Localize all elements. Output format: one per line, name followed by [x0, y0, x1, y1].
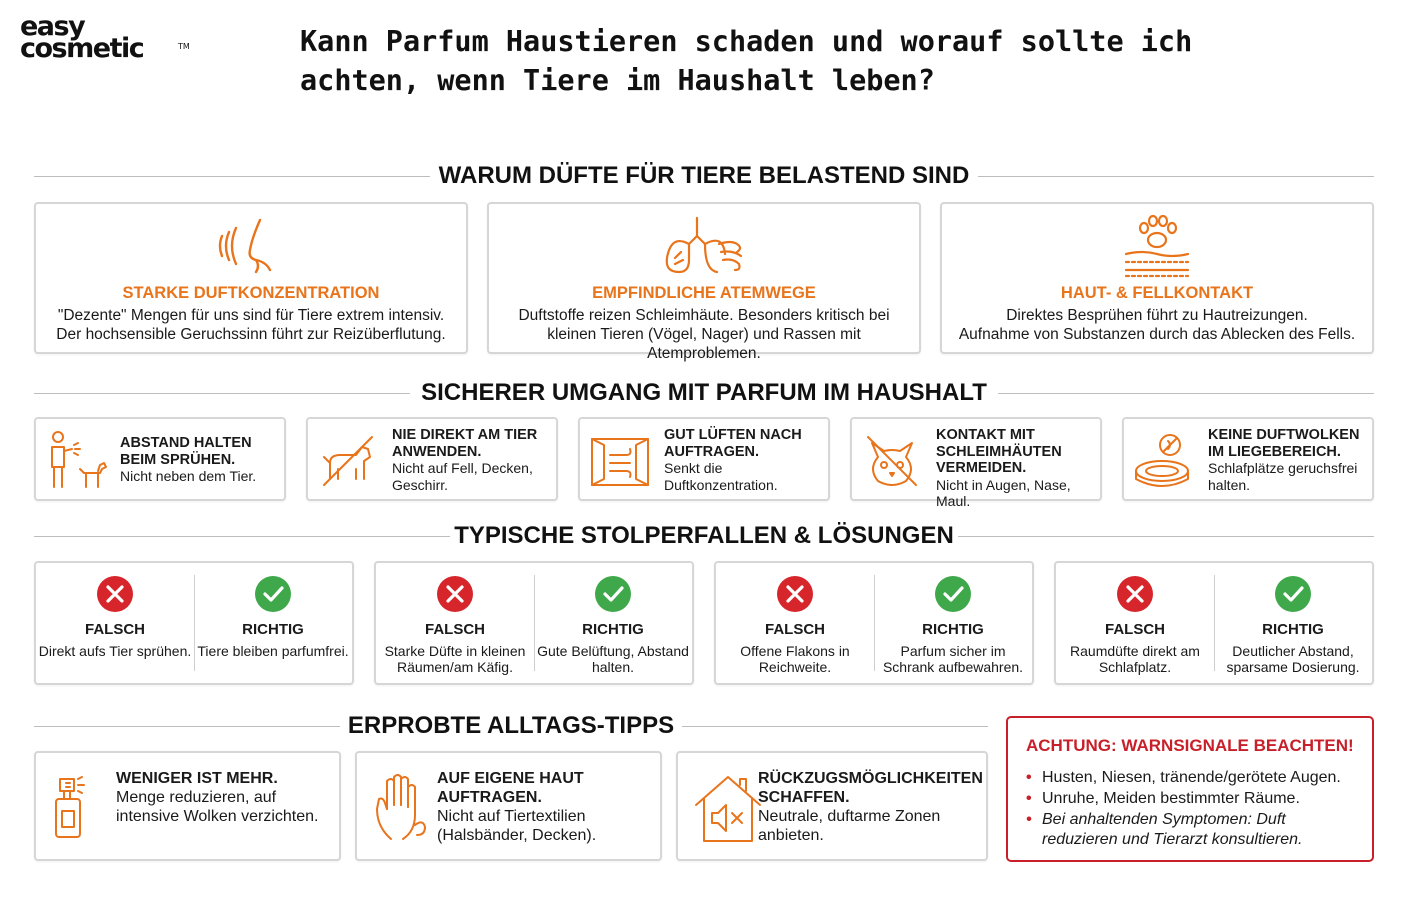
section-heading-why [34, 161, 1374, 191]
safe-card-no-direct [306, 417, 558, 501]
pitfall-wrong [1056, 563, 1214, 683]
warning-item: • Husten, Niesen, tränende/gerötete Augen. [1026, 768, 1362, 788]
why-card-title: STARKE DUFTKONZENTRATION [122, 284, 380, 302]
safe-card-text [120, 427, 278, 485]
why-card-skin [940, 202, 1374, 354]
why-card-airways [487, 202, 921, 362]
tip-card-retreat [676, 751, 988, 861]
why-card-line: Aufnahme von Substanzen durch das Ablecken des Fells. [958, 326, 1356, 343]
brand-logo [20, 11, 190, 68]
tip-card-skin [355, 751, 662, 861]
pitfall-wrong-text: Raumdüfte direkt am Schlafplatz. [1070, 643, 1200, 675]
spray-bottle-icon [50, 769, 122, 847]
warning-title: ACHTUNG: WARNSIGNALE BEACHTEN! [1026, 736, 1354, 755]
why-card-line: Der hochsensible Geruchssinn führt zur Reizüberflutung. [56, 326, 446, 343]
brand-logo-line1: easy [20, 11, 85, 42]
tip-card-text [116, 769, 333, 826]
x-circle-icon [776, 575, 814, 613]
pitfall-right [534, 563, 692, 683]
tip-card-note: Menge reduzieren, auf intensive Wolken verzichten. [116, 789, 319, 825]
tip-card-title: AUF EIGENE HAUT AUFTRAGEN. [437, 770, 584, 806]
lungs-icon [661, 214, 747, 280]
nose-scent-icon [216, 214, 286, 280]
pitfall-right-label: RICHTIG [242, 621, 304, 638]
safe-card-text [664, 427, 822, 493]
check-circle-icon [594, 575, 632, 613]
safe-card-note: Nicht in Augen, Nase, Maul. [936, 476, 1071, 509]
pitfall-right-text: Parfum sicher im Schrank aufbewahren. [882, 643, 1024, 675]
section-heading-why-label: WARUM DÜFTE FÜR TIERE BELASTEND SIND [438, 162, 970, 189]
check-circle-icon [254, 575, 292, 613]
pet-bed-no-scent-icon [1132, 429, 1196, 493]
x-circle-icon [96, 575, 134, 613]
hand-apply-icon [371, 769, 443, 847]
tip-card-note: Neutrale, duftarme Zonen anbieten. [758, 808, 941, 844]
safe-card-distance [34, 417, 286, 501]
page-title: Kann Parfum Haustieren schaden und worauf sollte ich achten, wenn Tiere im Haushalt leben? [300, 25, 1193, 97]
section-heading-pitfalls [34, 521, 1374, 551]
tip-card-title: RÜCKZUGSMÖGLICHKEITEN SCHAFFEN. [758, 770, 983, 806]
pitfall-wrong-label: FALSCH [1105, 621, 1165, 638]
safe-card-text [392, 427, 550, 493]
no-dog-icon [316, 429, 380, 493]
person-spray-dog-icon [44, 429, 108, 493]
x-circle-icon [436, 575, 474, 613]
pitfall-wrong-label: FALSCH [765, 621, 825, 638]
pitfall-right-label: RICHTIG [1262, 621, 1324, 638]
paw-skin-icon [1122, 214, 1192, 280]
section-heading-tips [34, 711, 988, 741]
warning-item: • Bei anhaltenden Symptomen: Duft reduzieren und Tierarzt konsultieren. [1026, 810, 1362, 850]
why-card-description [942, 306, 1372, 344]
why-card-concentration [34, 202, 468, 354]
why-card-line: Duftstoffe reizen Schleimhäute. Besonders kritisch bei [518, 307, 890, 324]
pitfall-wrong-text: Direkt aufs Tier sprühen. [38, 643, 192, 659]
why-card-description [489, 306, 919, 363]
open-window-icon [588, 429, 652, 493]
pitfall-card [34, 561, 354, 685]
safe-card-mucous [850, 417, 1102, 509]
pitfall-wrong-label: FALSCH [425, 621, 485, 638]
section-heading-safe-label: SICHERER UMGANG MIT PARFUM IM HAUSHALT [421, 379, 987, 406]
pitfall-right-text: Tiere bleiben parfumfrei. [197, 643, 349, 659]
pitfall-card [714, 561, 1034, 685]
pitfall-card [374, 561, 694, 685]
tip-card-text [437, 769, 654, 845]
safe-card-title: KONTAKT MIT SCHLEIMHÄUTEN VERMEIDEN. [936, 427, 1062, 476]
pitfall-wrong [36, 563, 194, 683]
pitfall-wrong-text: Offene Flakons in Reichweite. [740, 643, 850, 675]
section-heading-pitfalls-label: TYPISCHE STOLPERFALLEN & LÖSUNGEN [454, 522, 954, 549]
safe-card-note: Nicht neben dem Tier. [120, 468, 257, 484]
safe-card-note: Nicht auf Fell, Decken, Geschirr. [392, 460, 533, 493]
pitfall-right-text: Gute Belüftung, Abstand halten. [537, 643, 689, 675]
check-circle-icon [1274, 575, 1312, 613]
safe-card-title: GUT LÜFTEN NACH AUFTRAGEN. [664, 427, 802, 460]
safe-card-text [1208, 427, 1366, 493]
safe-card-title: NIE DIREKT AM TIER ANWENDEN. [392, 427, 538, 460]
pitfall-right-label: RICHTIG [922, 621, 984, 638]
why-card-line: "Dezente" Mengen für uns sind für Tiere extrem intensiv. [57, 307, 445, 324]
tip-card-less [34, 751, 341, 861]
tip-card-title: WENIGER IST MEHR. [116, 770, 278, 787]
why-card-title: EMPFINDLICHE ATEMWEGE [592, 284, 816, 302]
pitfall-right [1214, 563, 1372, 683]
no-cat-face-icon [860, 429, 924, 493]
pitfall-wrong [376, 563, 534, 683]
tip-card-note: Nicht auf Tiertextilien (Halsbänder, Decken). [437, 808, 597, 844]
pitfall-wrong [716, 563, 874, 683]
pitfall-right-text: Deutlicher Abstand, sparsame Dosierung. [1226, 643, 1360, 675]
safe-card-title: ABSTAND HALTEN BEIM SPRÜHEN. [120, 435, 252, 468]
check-circle-icon [934, 575, 972, 613]
safe-card-text [936, 427, 1094, 510]
safe-card-note: Schlafplätze geruchsfrei halten. [1208, 460, 1358, 493]
warning-list [1026, 768, 1362, 851]
brand-logo-line2: cosmetic [20, 33, 144, 64]
safe-card-ventilate [578, 417, 830, 501]
why-card-title: HAUT- & FELLKONTAKT [1060, 284, 1254, 302]
x-circle-icon [1116, 575, 1154, 613]
pitfall-right [874, 563, 1032, 683]
section-heading-safe [34, 378, 1374, 408]
warning-box [1006, 716, 1374, 862]
tip-card-text [758, 769, 983, 845]
pitfall-card [1054, 561, 1374, 685]
quiet-house-icon [692, 769, 764, 847]
pitfall-right-label: RICHTIG [582, 621, 644, 638]
safe-card-note: Senkt die Duftkonzentration. [664, 460, 778, 493]
pitfall-wrong-label: FALSCH [85, 621, 145, 638]
pitfall-right [194, 563, 352, 683]
why-card-line: Direktes Besprühen führt zu Hautreizungen. [1006, 307, 1308, 324]
why-card-line: kleinen Tieren (Vögel, Nager) und Rassen mit Atemproblemen. [547, 326, 861, 362]
section-heading-tips-label: ERPROBTE ALLTAGS-TIPPS [347, 712, 675, 739]
why-card-description [36, 306, 466, 344]
pitfall-wrong-text: Starke Düfte in kleinen Räumen/am Käfig. [384, 643, 526, 675]
safe-card-title: KEINE DUFTWOLKEN IM LIEGEBEREICH. [1208, 427, 1360, 460]
safe-card-bed [1122, 417, 1374, 501]
warning-item: • Unruhe, Meiden bestimmter Räume. [1026, 789, 1362, 809]
brand-trademark: TM [178, 42, 190, 51]
